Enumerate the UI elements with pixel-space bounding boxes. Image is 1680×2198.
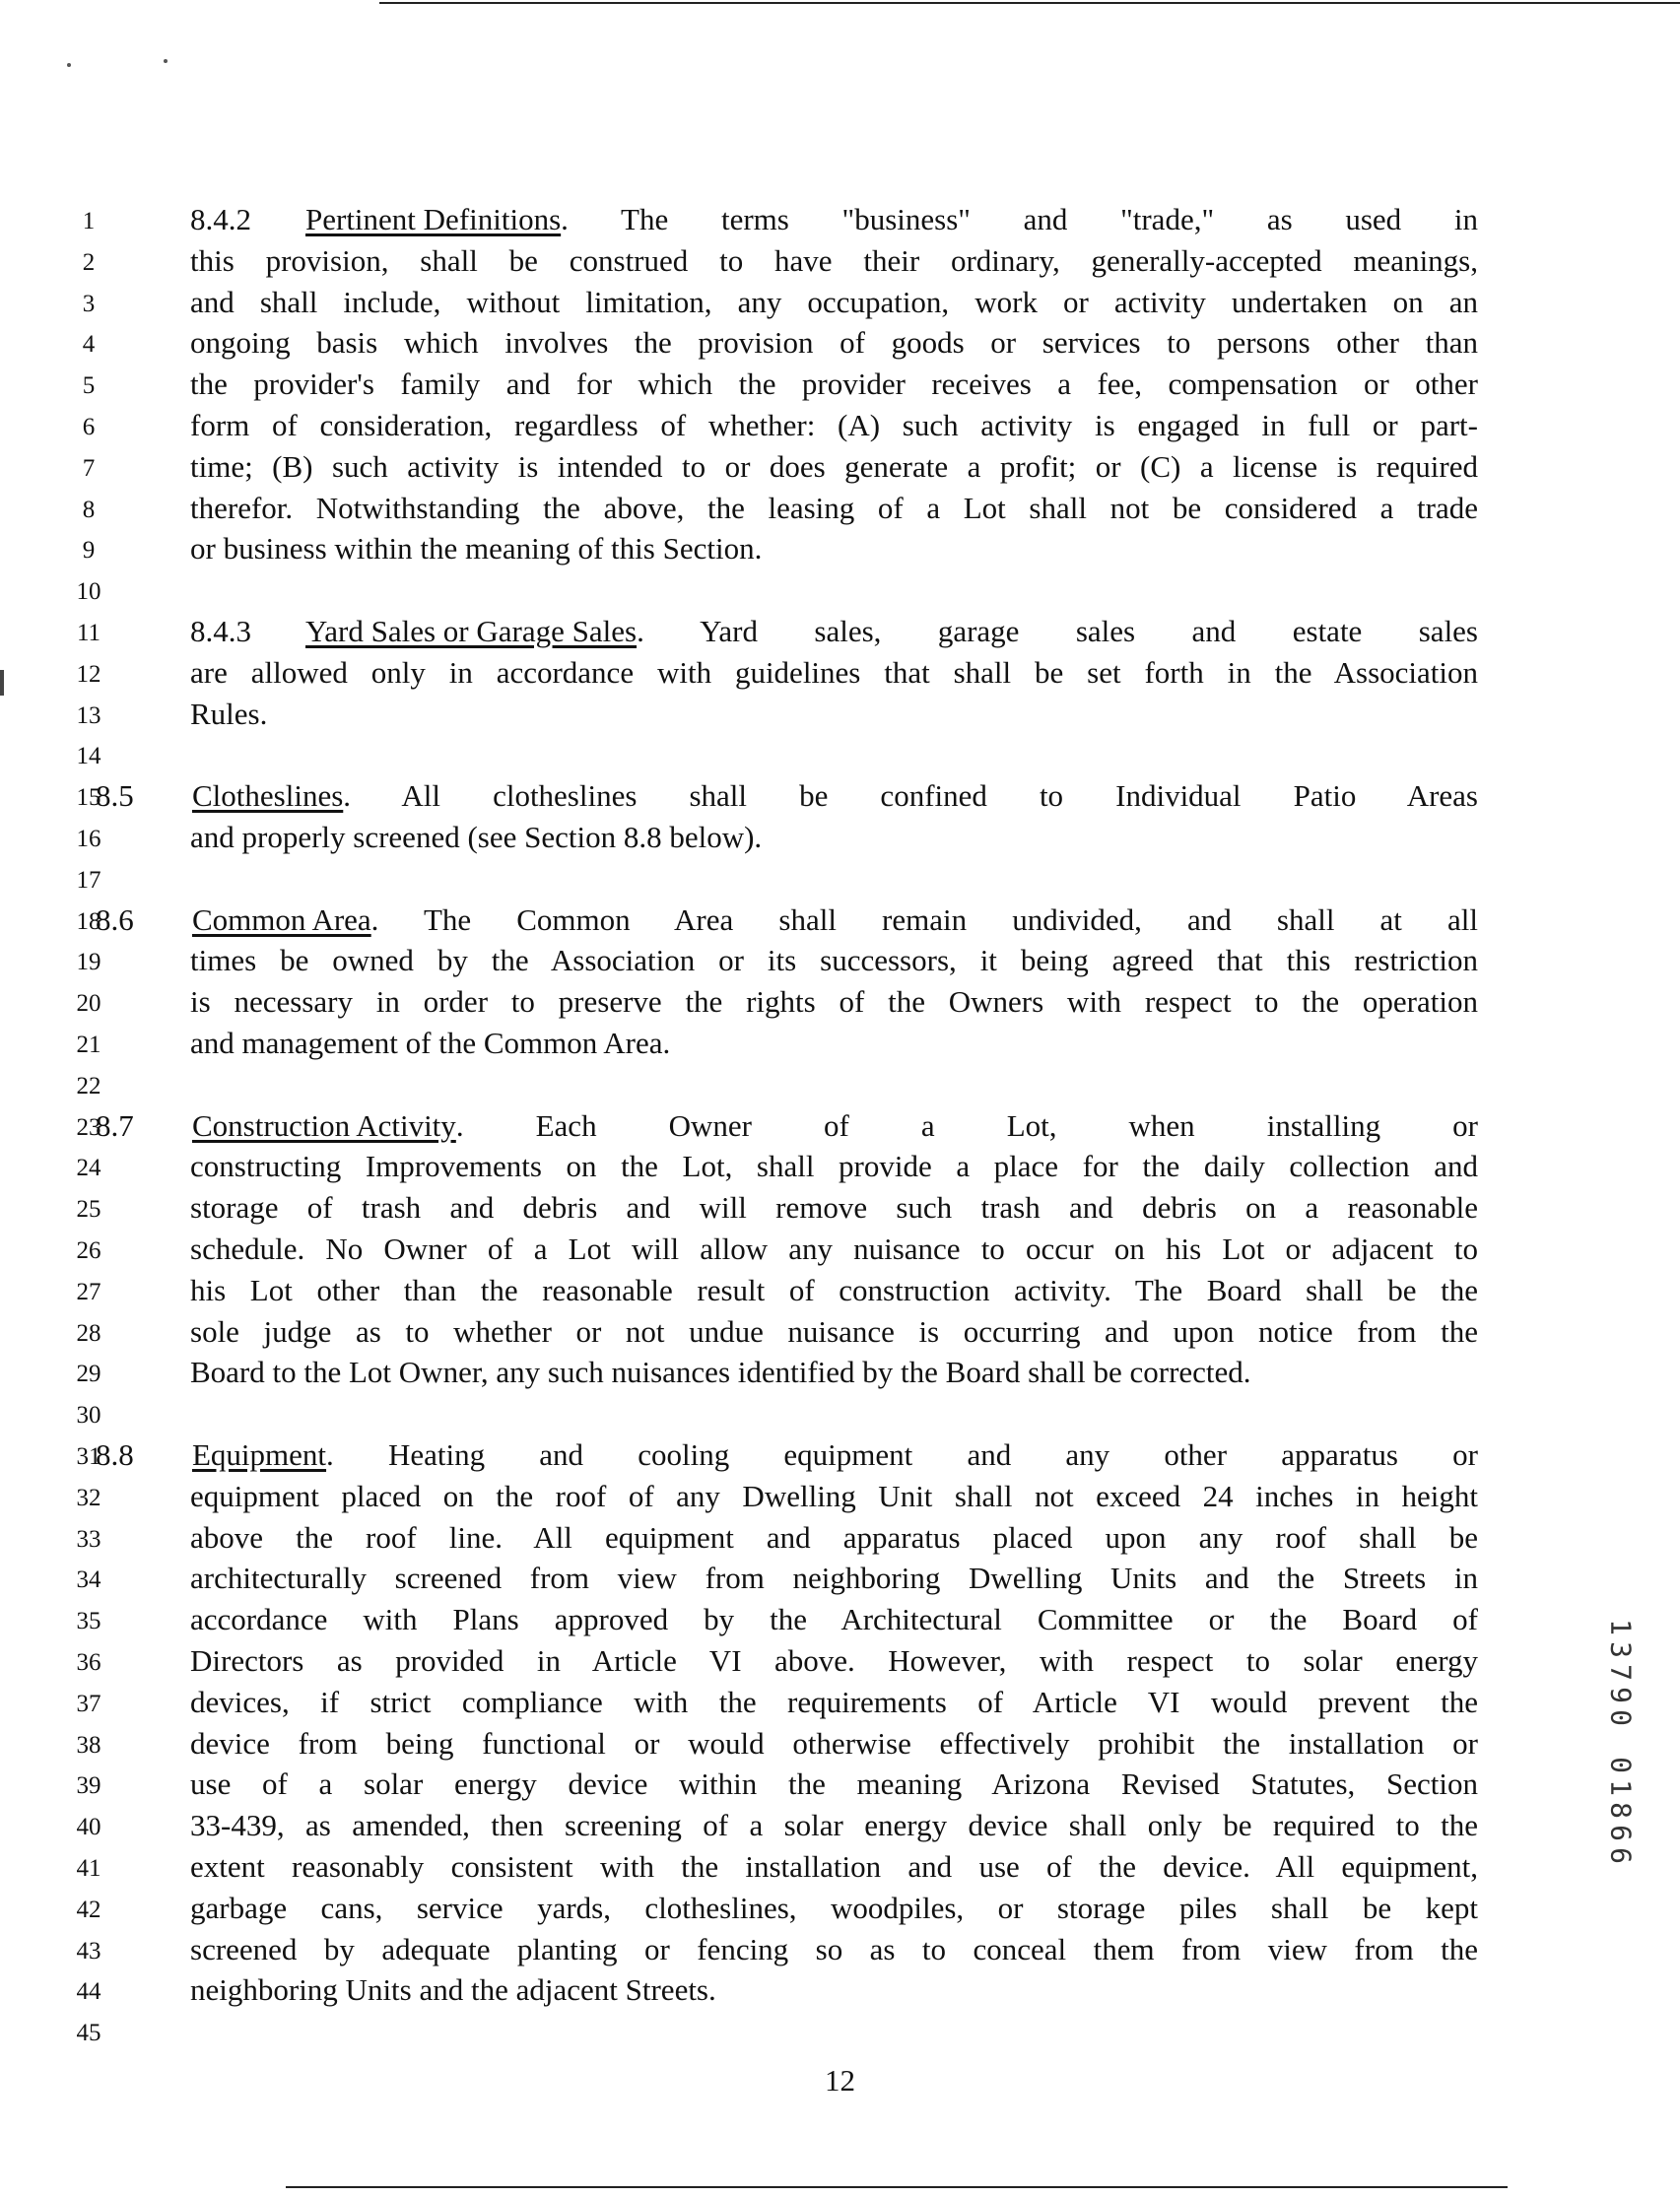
line-number: 36 [76, 1649, 101, 1676]
line-number: 22 [76, 1072, 101, 1099]
stamp-digit: 8 [1604, 1802, 1638, 1819]
line-number: 39 [76, 1772, 101, 1800]
section-title: Yard Sales or Garage Sales [305, 614, 638, 648]
line-number: 42 [76, 1896, 101, 1923]
section-heading-line [0, 1108, 1478, 1144]
body-text-line: his Lot other than the reasonable result of construction activity. The Board shall be the [190, 1272, 1478, 1307]
section-title: Pertinent Definitions [305, 202, 562, 236]
body-text-line: 33-439, as amended, then screening of a solar energy device shall only be required to the [190, 1808, 1478, 1843]
line-number: 24 [76, 1155, 101, 1182]
body-text-line: garbage cans, service yards, clotheslines, woodpiles, or storage piles shall be kept [190, 1890, 1478, 1925]
section-heading-line [0, 202, 1478, 237]
section-title: Equipment [192, 1437, 327, 1472]
line-number: 14 [76, 743, 101, 770]
section-heading-text: . The terms "business" and "trade," as used in [561, 202, 1478, 236]
line-number: 17 [76, 866, 101, 894]
line-number: 27 [76, 1278, 101, 1305]
line-number: 15 [76, 784, 101, 812]
line-number: 33 [76, 1525, 101, 1553]
section-number: 8.7 [96, 1107, 134, 1143]
body-text-line: ongoing basis which involves the provision of goods or services to persons other than [190, 325, 1478, 361]
body-text-line: extent reasonably consistent with the installation and use of the device. All equipment, [190, 1849, 1478, 1884]
line-number: 9 [82, 537, 96, 565]
section-number: 8.4.2 [190, 202, 251, 236]
section-title: Clotheslines [192, 778, 344, 814]
body-text-line: times be owned by the Association or its successors, it being agreed that this restriction [190, 943, 1478, 978]
line-number: 6 [82, 414, 96, 440]
body-text-line: and properly screened (see Section 8.8 below). [190, 820, 763, 854]
line-number: 25 [76, 1196, 101, 1224]
line-number: 5 [82, 372, 96, 400]
line-number: 20 [76, 990, 101, 1018]
section-heading-line [0, 614, 1478, 649]
body-text-line: architecturally screened from view from neighboring Dwelling Units and the Streets in [190, 1561, 1478, 1596]
line-number: 1 [82, 208, 96, 234]
stamp-digit: 9 [1604, 1687, 1638, 1703]
body-text-line: sole judge as to whether or not undue nuisance is occurring and upon notice from the [190, 1313, 1478, 1349]
stamp-digit: 6 [1604, 1825, 1638, 1841]
line-number: 13 [76, 701, 101, 729]
body-text-line: Board to the Lot Owner, any such nuisances identified by the Board shall be corrected. [190, 1355, 1251, 1390]
section-number: 8.8 [96, 1437, 134, 1472]
line-number: 44 [76, 1978, 101, 2006]
line-number: 19 [76, 949, 101, 976]
scan-edge-bottom [286, 2186, 1508, 2188]
recording-stamp-lower [1596, 1754, 1646, 1872]
line-number: 26 [76, 1237, 101, 1264]
stamp-digit: 7 [1604, 1664, 1638, 1681]
body-text-line: schedule. No Owner of a Lot will allow any nuisance to occur on his Lot or adjacent to [190, 1232, 1478, 1266]
line-number: 32 [76, 1484, 101, 1511]
body-text-line: are allowed only in accordance with guidelines that shall be set forth in the Association [190, 654, 1478, 690]
body-text-line: use of a solar energy device within the meaning Arizona Revised Statutes, Section [190, 1766, 1478, 1802]
section-heading-text: . Each Owner of a Lot, when installing or [455, 1107, 1478, 1143]
page-number: 12 [825, 2063, 855, 2098]
line-number: 18 [76, 907, 101, 935]
section-heading-line [0, 778, 1478, 814]
section-heading-text: . All clotheslines shall be confined to Individual Patio Areas [343, 778, 1478, 814]
section-heading-text: . Heating and cooling equipment and any other apparatus or [326, 1437, 1478, 1472]
line-number: 41 [76, 1855, 101, 1882]
section-number: 8.6 [96, 901, 134, 937]
line-number: 30 [76, 1402, 101, 1430]
body-text-line: accordance with Plans approved by the Architectural Committee or the Board of [190, 1602, 1478, 1637]
body-text-line: constructing Improvements on the Lot, shall provide a place for the daily collection and [190, 1149, 1478, 1184]
scan-speck [67, 63, 71, 67]
section-title: Construction Activity [192, 1107, 456, 1143]
line-number: 43 [76, 1937, 101, 1965]
body-text-line: above the roof line. All equipment and apparatus placed upon any roof shall be [190, 1519, 1478, 1555]
body-text-line: or business within the meaning of this Section. [190, 531, 763, 566]
line-number: 10 [76, 578, 101, 606]
line-number: 28 [76, 1319, 101, 1347]
line-number: 4 [82, 331, 96, 359]
section-heading-text: . The Common Area shall remain undivided, and shall at all [370, 901, 1478, 937]
stamp-digit: 0 [1604, 1757, 1638, 1773]
stamp-digit: 0 [1604, 1709, 1638, 1726]
line-number: 29 [76, 1361, 101, 1388]
body-text-line: the provider's family and for which the provider receives a fee, compensation or other [190, 366, 1478, 402]
line-number: 35 [76, 1608, 101, 1635]
body-text-line: screened by adequate planting or fencing so as to conceal them from view from the [190, 1931, 1478, 1966]
body-text-line: devices, if strict compliance with the requirements of Article VI would prevent the [190, 1684, 1478, 1719]
body-text-line: is necessary in order to preserve the rights of the Owners with respect to the operation [190, 984, 1478, 1020]
line-number: 34 [76, 1566, 101, 1594]
section-title: Common Area [192, 901, 371, 937]
body-text-line: neighboring Units and the adjacent Streets. [190, 1972, 716, 2008]
body-text-line: Rules. [190, 696, 268, 731]
line-number: 31 [76, 1443, 101, 1470]
body-text-line: therefor. Notwithstanding the above, the leasing of a Lot shall not be considered a trade [190, 490, 1478, 525]
body-text-line: and management of the Common Area. [190, 1026, 671, 1060]
scan-speck [164, 59, 168, 63]
body-text-line: this provision, shall be construed to have their ordinary, generally-accepted meanings, [190, 242, 1478, 278]
line-number: 8 [82, 496, 96, 523]
line-number: 45 [76, 2020, 101, 2047]
body-text-line: form of consideration, regardless of whether: (A) such activity is engaged in full or part- [190, 408, 1478, 442]
body-text-line: time; (B) such activity is intended to or does generate a profit; or (C) a license is required [190, 448, 1478, 484]
line-number: 37 [76, 1690, 101, 1717]
line-number: 3 [82, 290, 96, 317]
stamp-digit: 1 [1604, 1779, 1638, 1796]
body-text-line: storage of trash and debris and will remove such trash and debris on a reasonable [190, 1190, 1478, 1226]
line-number: 11 [76, 620, 101, 646]
section-heading-text: . Yard sales, garage sales and estate sales [637, 614, 1478, 648]
stamp-digit: 3 [1604, 1641, 1638, 1658]
margin-mark [0, 670, 4, 696]
section-heading-line [0, 1437, 1478, 1473]
line-number: 2 [82, 248, 96, 276]
recording-stamp-upper [1596, 1616, 1646, 1734]
line-number: 40 [76, 1814, 101, 1841]
body-text-line: device from being functional or would otherwise effectively prohibit the installation or [190, 1725, 1478, 1761]
line-number: 7 [82, 454, 96, 482]
line-number: 38 [76, 1731, 101, 1759]
line-number: 16 [76, 826, 101, 852]
stamp-digit: 6 [1604, 1847, 1638, 1864]
stamp-digit: 1 [1604, 1619, 1638, 1635]
scan-edge-top [379, 2, 1680, 4]
section-heading-line [0, 902, 1478, 938]
body-text-line: and shall include, without limitation, any occupation, work or activity undertaken on an [190, 284, 1478, 319]
line-number: 21 [76, 1032, 101, 1058]
body-text-line: equipment placed on the roof of any Dwelling Unit shall not exceed 24 inches in height [190, 1478, 1478, 1513]
section-number: 8.5 [96, 778, 134, 814]
line-number: 23 [76, 1113, 101, 1141]
body-text-line: Directors as provided in Article VI above. However, with respect to solar energy [190, 1643, 1478, 1678]
line-number: 12 [76, 660, 101, 688]
section-number: 8.4.3 [190, 614, 251, 648]
